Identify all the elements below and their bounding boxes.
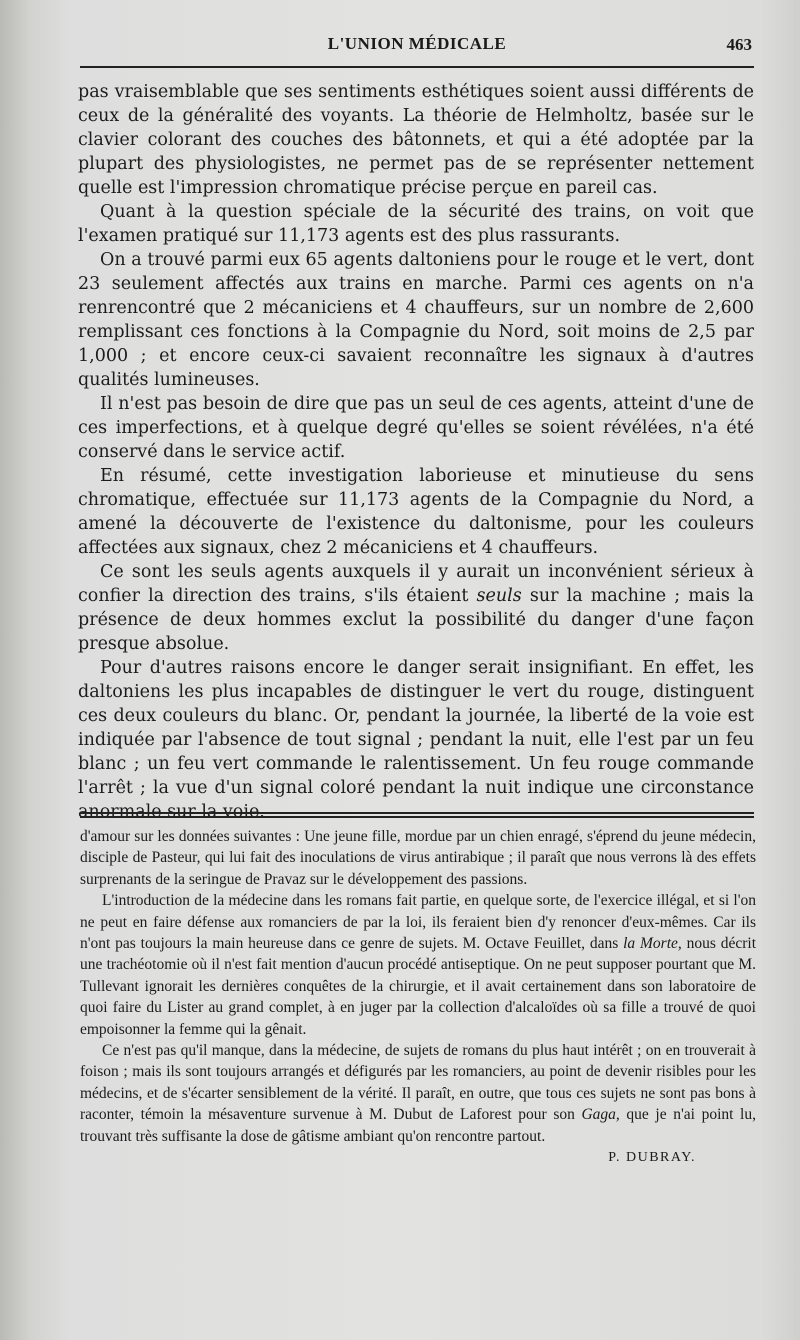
paragraph: En résumé, cette investigation laborieuse et minutieuse du sens chromatique, effectuée sur 11,173 agents de la Compagnie du Nord, a amené la découverte de l'existence du daltonisme, pour les couleurs affectées aux signaux, chez 2 mécaniciens et 4 chauffeurs. — [78, 466, 754, 558]
text-run: Ce sont les seuls agents auxquels il y aurait un inconvénient sérieux à confier la direction des trains, s'ils étaient — [78, 562, 754, 606]
paragraph: Il n'est pas besoin de dire que pas un seul de ces agents, atteint d'une de ces imperfections, et à quelque degré qu'elles se soient révélées, n'a été conservé dans le service actif. — [78, 394, 754, 462]
paragraph: Pour d'autres raisons encore le danger serait insignifiant. En effet, les daltoniens les plus incapables de distinguer le vert du rouge, distinguent ces deux couleurs du blanc. Or, pendant la journée, la liberté de la voie est indiquée par l'absence de tout signal ; pendant la nuit, elle l'est par un feu blanc ; un feu vert commande le ralentissement. Un feu rouge commande l'arrêt ; la vue d'un signal coloré pendant la nuit indique une circonstance anormale sur la voie. — [78, 658, 754, 822]
paragraph: On a trouvé parmi eux 65 agents daltoniens pour le rouge et le vert, dont 23 seulement affectés aux trains en marche. Parmi ces agents on n'a renrencontré que 2 mécaniciens et 4 chauffeurs, sur un nombre de 2,600 remplissant ces fonctions à la Compagnie du Nord, soit moins de 2,5 par 1,000 ; et encore ceux-ci savaient reconnaître les signaux à d'autres qualités lumineuses. — [78, 250, 754, 390]
paragraph: d'amour sur les données suivantes : Une jeune fille, mordue par un chien enragé, s'éprend du jeune médecin, disciple de Pasteur, qui lui fait des inoculations de virus antirabique ; il paraît que nous verrons là des effets surprenants de la seringue de Pravaz sur le développement des passions. — [80, 828, 756, 888]
paragraph-seuls — [78, 560, 754, 656]
page-number: 463 — [726, 35, 752, 54]
paragraph: Quant à la question spéciale de la sécurité des trains, on voit que l'examen pratiqué sur 11,173 agents est des plus rassurants. — [78, 202, 754, 246]
header-rule — [80, 66, 754, 68]
feuilleton-separator — [80, 812, 754, 818]
text-run: Ce n'est pas qu'il manque, dans la médecine, de sujets de romans du plus haut intérêt ; on en trouverait à foison ; mais ils sont toujours arrangés et défigurés par les romanciers, au point de devenir risibles pour les médecins, et de s'écarter sensiblement de la vérité. Il paraît, en outre, que tous ces sujets ne sont pas bons à raconter, témoin la mésaventure survenue à M. Dubut de Laforest pour son — [80, 1042, 756, 1124]
feuilleton-section — [80, 826, 756, 1169]
main-article-body — [78, 80, 754, 824]
running-title: L'UNION MÉDICALE — [327, 34, 507, 53]
paragraph — [80, 890, 756, 1040]
page-header — [80, 30, 754, 62]
text-run: que je n'ai point lu, trouvant très suffisante la dose de gâtisme ambiant qu'on rencontre partout. — [80, 1106, 756, 1145]
paragraph: pas vraisemblable que ses sentiments esthétiques soient aussi différents de ceux de la généralité des voyants. La théorie de Helmholtz, basée sur le clavier colorant des couches des bâtonnets, et qui a été adoptée par la plupart des physiologistes, ne permet pas de se représenter nettement quelle est l'impression chromatique précise perçue en pareil cas. — [78, 82, 754, 198]
author-signature: P. DUBRAY. — [608, 1150, 696, 1166]
text-run: sur la machine ; mais la présence de deux hommes exclut la possibilité du danger d'une façon presque absolue. — [78, 586, 754, 654]
text-run: L'introduction de la médecine dans les romans fait partie, en quelque sorte, de l'exercice illégal, et si l'on ne peut en faire défense aux romanciers de par la loi, ils feraient bien d'y renoncer d'eux-mêmes. Car ils n'ont pas toujours la main heureuse dans ce genre de sujets. M. Octave Feuillet, dans — [80, 892, 756, 953]
italic-title: Gaga, — [581, 1106, 620, 1124]
italic-term: seuls — [476, 586, 522, 606]
text-run: nous décrit une trachéotomie où il n'est fait mention d'aucun procédé antiseptique. On ne peut supposer pourtant que M. Tullevant ignorait les dernières conquêtes de la chirurgie, et il avait certainement dans son laboratoire de quoi faire du Lister au grand complet, à en juger par la collection d'alcaloïdes où sa fille a trouvé de quoi empoisonner la femme qui la gênait. — [80, 935, 757, 1038]
paragraph — [80, 1040, 756, 1147]
italic-title: la Morte, — [623, 935, 682, 953]
